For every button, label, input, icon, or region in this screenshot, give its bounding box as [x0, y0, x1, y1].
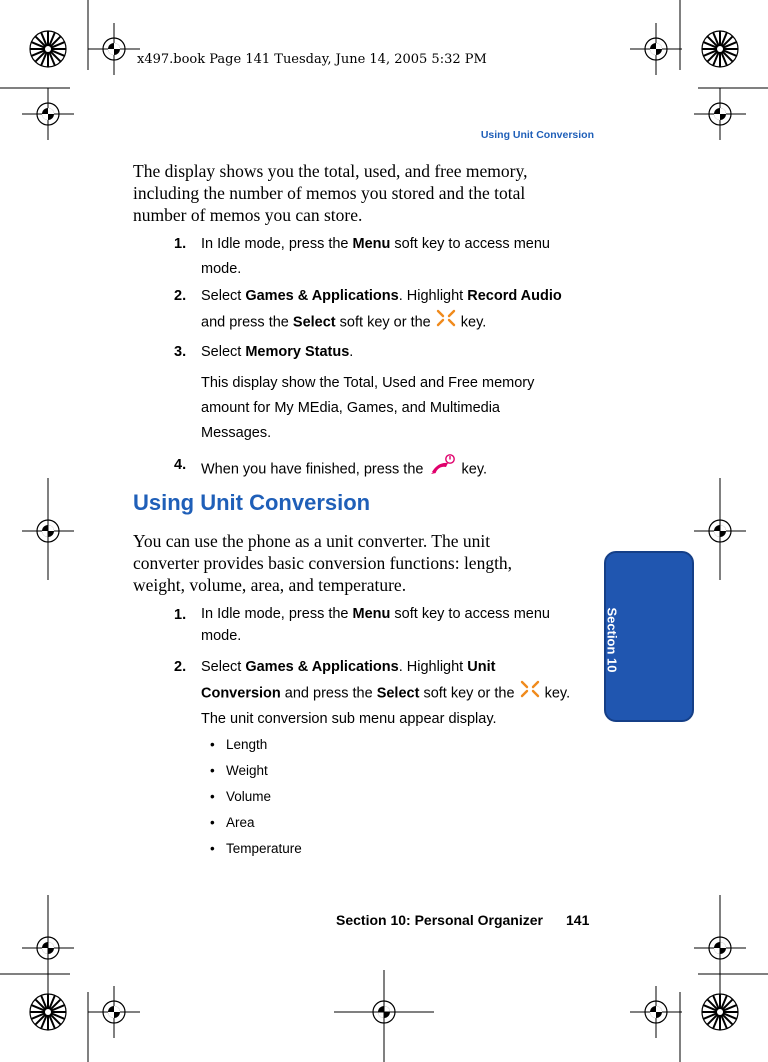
unit-intro-line: weight, volume, area, and temperature.	[133, 575, 407, 595]
unit-intro-line: You can use the phone as a unit converter. The unit	[133, 531, 491, 551]
step-number: 1.	[174, 607, 187, 623]
memory-intro-line: The display shows you the total, used, and free memory,	[133, 161, 528, 181]
step-number: 2.	[174, 288, 187, 304]
list-item: • Area	[210, 815, 255, 830]
conversion-options-list	[210, 737, 302, 867]
memory-step-3-note: This display show the Total, Used and Free memory amount for My MEdia, Games, and Multimedia Messages.	[201, 375, 535, 441]
end-power-key-icon	[428, 453, 458, 486]
memory-intro-line: number of memos you can store.	[133, 205, 363, 225]
unit-step-1: In Idle mode, press the Menu soft key to access menu mode.	[201, 606, 550, 644]
memory-intro-line: including the number of memos you stored and the total	[133, 183, 526, 203]
memory-step-3: Select Memory Status.	[201, 344, 354, 360]
step-number: 1.	[174, 236, 187, 252]
list-item: • Volume	[210, 789, 272, 804]
list-item: • Weight	[210, 763, 268, 778]
section-heading: Using Unit Conversion	[133, 490, 371, 515]
unit-step-2: Select Games & Applications. Highlight Unit Conversion and press the Select soft key or the key. The unit conversion sub menu appear display.	[201, 659, 571, 727]
step-number: 2.	[174, 659, 187, 675]
step-number: 3.	[174, 344, 187, 360]
page-number: 141	[566, 912, 590, 928]
navigation-select-key-icon	[435, 309, 457, 336]
footer-section-title: Section 10: Personal Organizer	[336, 912, 543, 928]
step-number: 4.	[174, 457, 187, 473]
unit-intro-line: converter provides basic conversion functions: length,	[133, 553, 513, 573]
memory-step-4: When you have finished, press the key.	[201, 453, 601, 486]
list-item: • Temperature	[210, 841, 302, 856]
navigation-select-key-icon	[519, 680, 541, 707]
running-header: Using Unit Conversion	[480, 129, 594, 141]
memory-step-2: Select Games & Applications. Highlight Record Audio and press the Select soft key or the key.	[201, 284, 601, 336]
print-slug: x497.book Page 141 Tuesday, June 14, 2005 5:32 PM	[137, 52, 487, 67]
list-item: • Length	[210, 737, 268, 752]
unit-intro	[133, 530, 603, 596]
memory-step-1: In Idle mode, press the Menu soft key to access menu mode.	[201, 236, 550, 277]
section-tab-label: Section 10	[604, 607, 620, 673]
